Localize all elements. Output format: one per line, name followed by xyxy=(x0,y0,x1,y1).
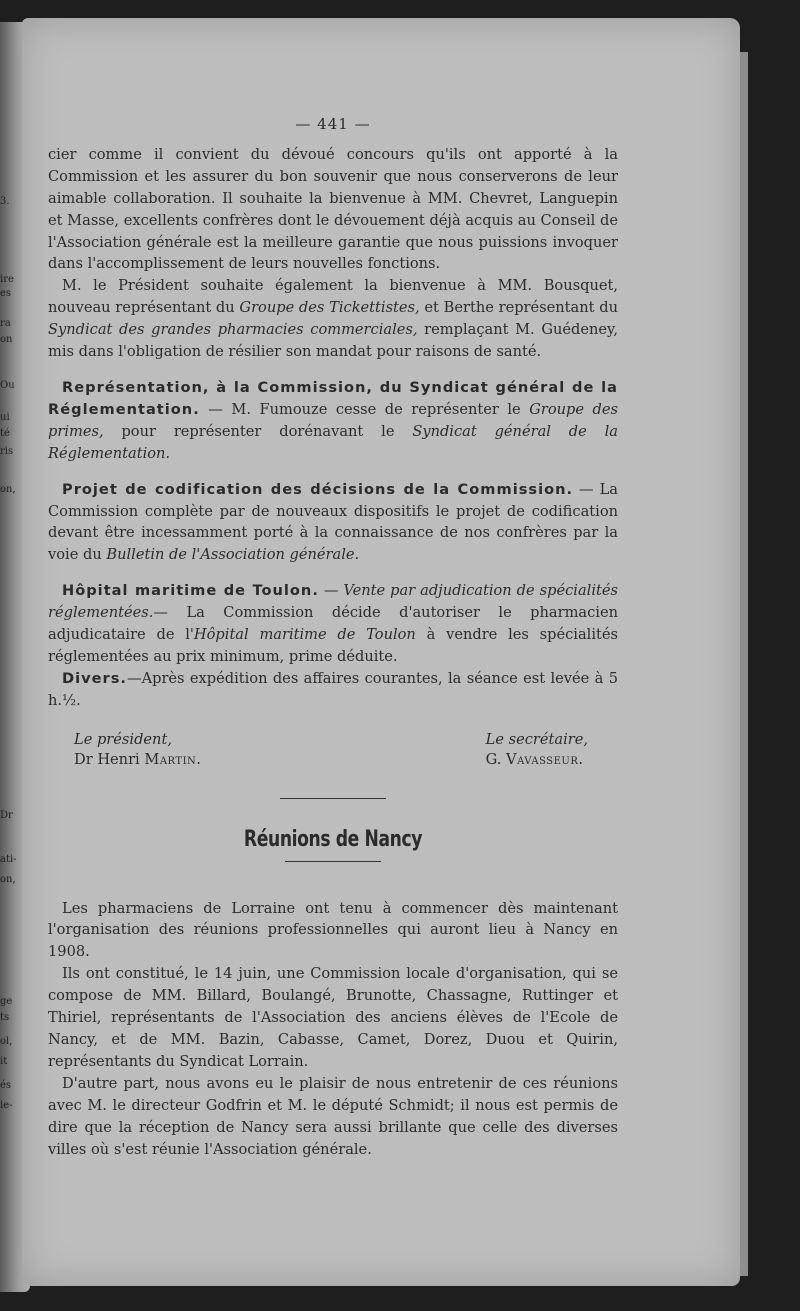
divider xyxy=(280,798,386,799)
signature-secretary: Le secrétaire, G. Vavasseur. xyxy=(485,730,588,768)
fragment: ati- xyxy=(0,854,17,865)
fragment: ui xyxy=(0,412,10,423)
fragment: es xyxy=(0,288,12,299)
section-paragraph: Ils ont constitué, le 14 juin, une Commission locale d'organisation, qui se compose de MM. Billard, Boulangé, Brunotte, Chassagne, Ruttinger et Thiriel, représentants de l'Association des anciens élèves de l'Ecole de Nancy, et de MM. Bazin, Cabasse, Camet, Dorez, Duou et Quirin, représentants du Syndicat Lorrain. xyxy=(48,965,618,1070)
heading-representation: Représentation, à la Commission, du Syndicat général de la Réglementation. xyxy=(48,378,618,418)
paragraph-codification: Projet de codification des décisions de la Commission. — La Commission complète par de nouveaux dispositifs le projet de codification devant être incessamment porté à la connaissance de nos confrères par la voie du Bulletin de l'Association générale. xyxy=(48,480,618,564)
paragraph-thanks: cier comme il convient du dévoué concours qu'ils ont apporté à la Commission et les assurer du bon souvenir que nous conserverons de leur aimable collaboration. Il souhaite la bienvenue à MM. Chevret, Languepin et Masse, excellents confrères dont le dévouement déjà acquis au Conseil de l'Association générale est la meilleure garantie que nous puissions invoquer dans l'accomplissement de leurs nouvelles fonctions. xyxy=(48,145,618,273)
paragraph-representation: Représentation, à la Commission, du Syndicat général de la Réglementation. — M. Fumouze cesse de représenter le Groupe des primes, pour représenter dorénavant le Syndicat général de la Réglementation. xyxy=(48,378,619,462)
heading-divers: Divers. xyxy=(62,669,127,687)
section-body xyxy=(48,898,618,1161)
fragment: ris xyxy=(0,446,14,457)
paragraph-toulon: Hôpital maritime de Toulon. — Vente par adjudication de spécialités réglementées.— La Commission décide d'autoriser le pharmacien adjudicataire de l'Hôpital maritime de Toulon à vendre les spécialités réglementées au prix minimum, prime déduite. xyxy=(48,582,619,665)
fragment: Ou xyxy=(0,380,15,391)
paragraph-welcome: M. le Président souhaite également la bienvenue à MM. Bousquet, nouveau représentant du Groupe des Tickettistes, et Berthe représentant du Syndicat des grandes pharmacies commerciales, remplaçant M. Guédeney, mis dans l'obligation de résilier son mandat pour raisons de santé. xyxy=(48,277,618,361)
section-paragraph: D'autre part, nous avons eu le plaisir de nous entretenir de ces réunions avec M. le directeur Godfrin et M. le député Schmidt; il nous est permis de dire que la réception de Nancy sera aussi brillante que celle des diverses villes où s'est réunie l'Association générale. xyxy=(48,1074,618,1158)
page-content xyxy=(48,104,618,1160)
paragraph-divers: Divers.—Après expédition des affaires courantes, la séance est levée à 5 h.½. xyxy=(48,669,618,709)
signatures xyxy=(48,730,618,770)
fragment: 3. xyxy=(0,196,10,207)
fragment: té xyxy=(0,428,10,439)
heading-codification: Projet de codification des décisions de la Commission. xyxy=(62,480,574,498)
fragment: ol, xyxy=(0,1036,13,1047)
page-number: — 441 — xyxy=(295,115,371,133)
fragment: ts xyxy=(0,1012,10,1023)
fragment: ra xyxy=(0,318,11,329)
fragment: on, xyxy=(0,484,16,495)
section-title: Réunions de Nancy xyxy=(243,826,423,852)
fragment: it xyxy=(0,1056,8,1067)
signature-president: Le président, Dr Henri Martin. xyxy=(74,730,202,768)
title-underline xyxy=(285,861,381,862)
heading-toulon: Hôpital maritime de Toulon. xyxy=(62,582,319,600)
section-paragraph: Les pharmaciens de Lorraine ont tenu à commencer dès maintenant l'organisation des réunions professionnelles qui auront lieu à Nancy en 1908. xyxy=(48,899,618,961)
fragment: ge xyxy=(0,996,13,1007)
fragment: ire xyxy=(0,274,14,285)
fragment: on xyxy=(0,334,13,345)
fragment: ie- xyxy=(0,1100,13,1111)
fragment: on, xyxy=(0,874,16,885)
fragment: és xyxy=(0,1080,12,1091)
fragment: Dr xyxy=(0,810,13,821)
